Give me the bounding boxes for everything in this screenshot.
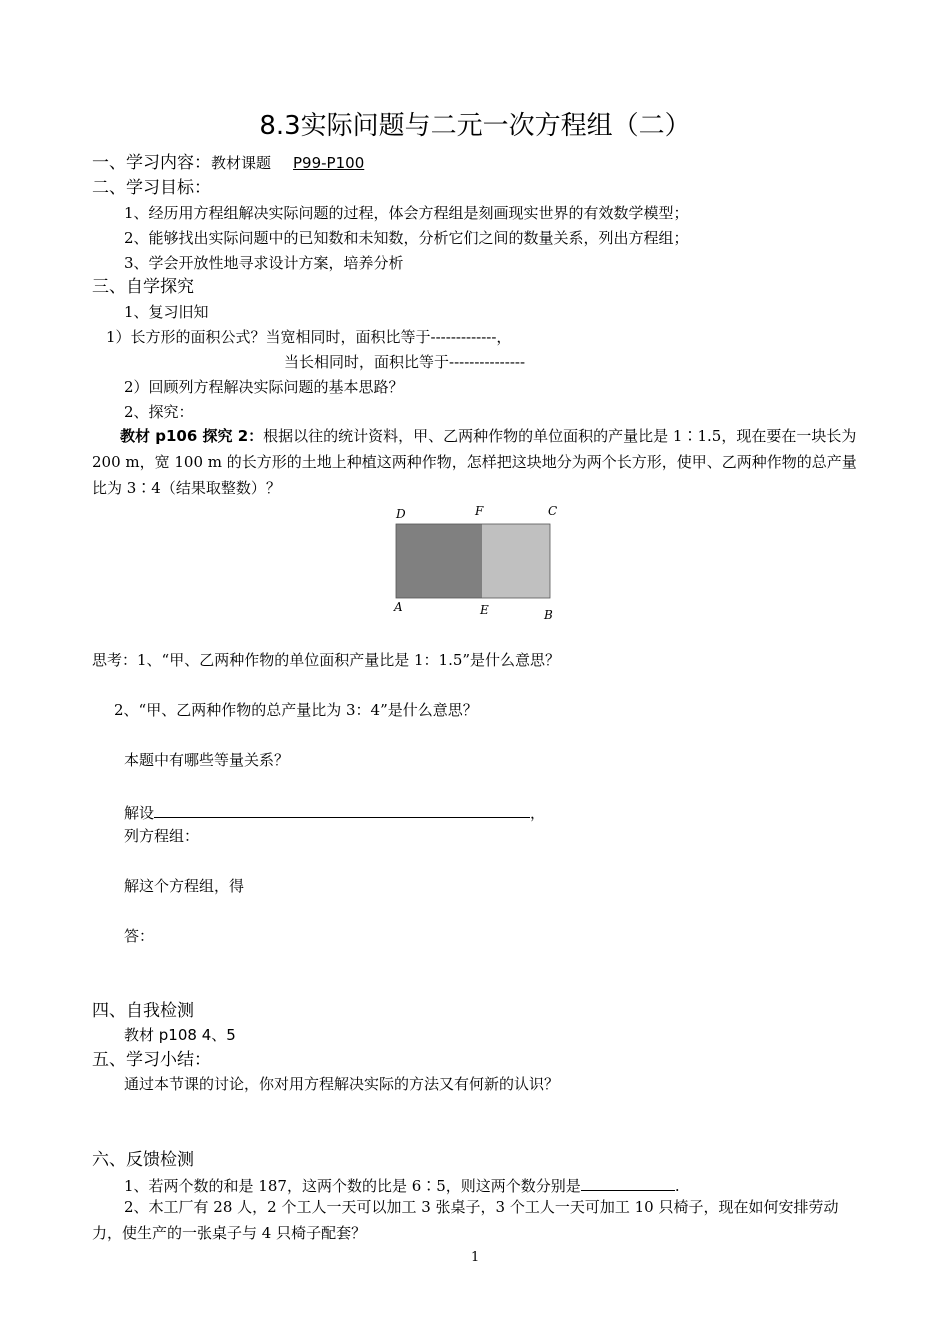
think-question: 2、“甲、乙两种作物的总产量比为 3：4”是什么意思？ [114, 701, 478, 719]
problem-text: 根据以往的统计资料，甲、乙两种作物的单位面积的产量比是 1∶1.5，现在要在一块长为 200 m，宽 100 m 的长方形的土地上种植这两种作物，怎样把这块地分为两个长方形，使甲、乙两种作物的总产量比为 3∶4（结果取整数）？ [92, 427, 857, 497]
section-heading: 四、自我检测 [92, 1001, 194, 1021]
label-a: A [394, 600, 403, 614]
label-c: C [548, 504, 558, 518]
let-blank[interactable] [154, 801, 530, 818]
textbook-label: 教材课题 [211, 154, 272, 172]
equal-relation-prompt: 本题中有哪些等量关系？ [124, 751, 290, 769]
system-label: 列方程组： [124, 827, 200, 845]
q1-suffix: . [674, 1177, 680, 1195]
region-left [396, 524, 482, 598]
goal-item: 3、学会开放性地寻求设计方案，培养分析 [124, 254, 404, 272]
let-suffix: ， [530, 804, 546, 822]
self-test-text: 教材 p108 4、5 [124, 1026, 236, 1044]
q1-blank[interactable] [581, 1174, 675, 1191]
section-heading: 一、学习内容： [92, 153, 211, 173]
problem-source: 教材 p106 探究 2： [120, 427, 264, 445]
question-text: 当长相同时，面积比等于--------------- [284, 353, 526, 371]
section-heading: 五、学习小结： [92, 1050, 211, 1070]
question-text: 2）回顾列方程解决实际问题的基本思路？ [124, 378, 404, 396]
section-learning-content [92, 152, 364, 174]
goal-item: 2、能够找出实际问题中的已知数和未知数，分析它们之间的数量关系，列出方程组； [124, 229, 689, 247]
question-text: 1）长方形的面积公式？当宽相同时，面积比等于-------------， [106, 328, 512, 346]
label-d: D [396, 507, 406, 521]
label-b: B [544, 608, 553, 622]
goal-item: 1、经历用方程组解决实际问题的过程，体会方程组是刻画现实世界的有效数学模型； [124, 204, 689, 222]
review-label: 1、复习旧知 [124, 303, 209, 321]
field-diagram [388, 500, 568, 625]
section-heading: 二、学习目标： [92, 178, 211, 198]
explore-label: 2、探究： [124, 403, 194, 421]
label-e: E [480, 603, 489, 617]
problem-paragraph [92, 423, 862, 501]
page-title: 8.3实际问题与二元一次方程组（二） [259, 111, 691, 141]
solve-label: 解这个方程组，得 [124, 877, 245, 895]
think-question: 思考：1、“甲、乙两种作物的单位面积产量比是 1：1.5”是什么意思？ [92, 651, 561, 669]
pages-range: P99-P100 [293, 154, 365, 172]
region-right [482, 524, 550, 598]
let-prefix: 解设 [124, 804, 155, 822]
section-heading: 六、反馈检测 [92, 1150, 194, 1170]
section-heading: 三、自学探究 [92, 277, 194, 297]
summary-text: 通过本节课的讨论，你对用方程解决实际的方法又有何新的认识？ [124, 1075, 560, 1093]
feedback-question: 2、木工厂有 28 人，2 个工人一天可以加工 3 张桌子，3 个工人一天可加工 10 只椅子，现在如何安排劳动力，使生产的一张桌子与 4 只椅子配套？ [92, 1198, 839, 1242]
answer-label: 答： [124, 927, 155, 945]
page-number: 1 [471, 1250, 480, 1265]
feedback-question [124, 1174, 680, 1196]
let-line [124, 801, 545, 823]
label-f: F [475, 504, 484, 518]
q1-text: 1、若两个数的和是 187，这两个数的比是 6∶5，则这两个数分别是 [124, 1177, 581, 1195]
